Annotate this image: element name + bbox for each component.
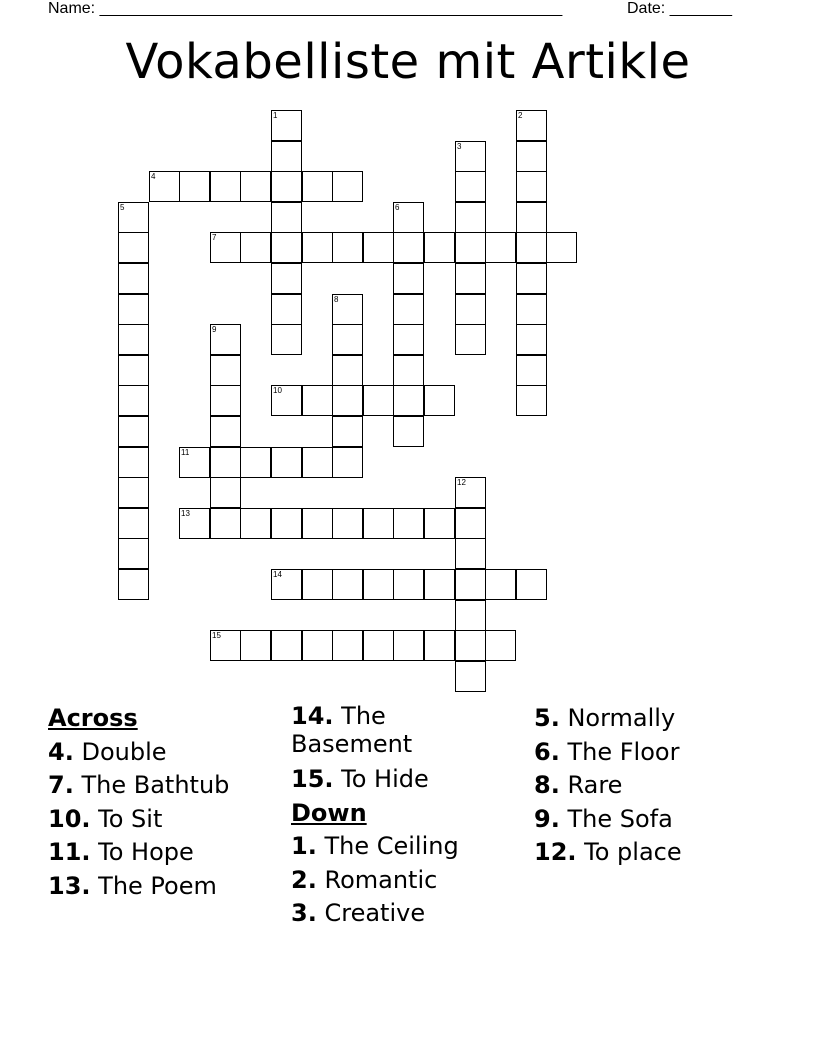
crossword-cell[interactable]	[393, 294, 424, 325]
clue-text: The Basement	[291, 702, 413, 758]
crossword-cell[interactable]	[302, 630, 333, 661]
clue-number: 2.	[291, 865, 317, 894]
crossword-cell[interactable]	[516, 294, 547, 325]
clue-down-6	[534, 736, 794, 770]
crossword-cell[interactable]	[118, 294, 149, 325]
crossword-cell[interactable]	[516, 110, 547, 141]
clue-text: The Floor	[567, 737, 680, 766]
crossword-cell[interactable]	[455, 477, 486, 508]
across-heading: Across	[48, 704, 138, 732]
crossword-cell[interactable]	[271, 110, 302, 141]
crossword-cell[interactable]	[393, 630, 424, 661]
cell-clue-number: 11	[181, 448, 190, 457]
clues-column-3	[534, 702, 794, 870]
crossword-cell[interactable]	[485, 569, 516, 600]
clue-across-15	[291, 763, 526, 797]
clue-number: 9.	[534, 804, 560, 833]
crossword-cell[interactable]	[332, 294, 363, 325]
clue-down-8	[534, 769, 794, 803]
clue-number: 5.	[534, 704, 560, 732]
crossword-cell[interactable]	[455, 294, 486, 325]
crossword-cell[interactable]	[455, 171, 486, 202]
clues-column-1	[48, 702, 283, 903]
crossword-cell[interactable]	[424, 569, 455, 600]
crossword-cell[interactable]	[455, 324, 486, 355]
crossword-cell[interactable]	[302, 508, 333, 539]
crossword-cell[interactable]	[332, 630, 363, 661]
crossword-cell[interactable]	[516, 324, 547, 355]
crossword-cell[interactable]	[240, 630, 271, 661]
crossword-cell[interactable]	[271, 202, 302, 233]
crossword-cell[interactable]	[271, 263, 302, 294]
clue-number: 14.	[291, 702, 334, 730]
crossword-cell[interactable]	[363, 508, 394, 539]
crossword-cell[interactable]	[393, 385, 424, 416]
crossword-cell[interactable]	[302, 232, 333, 263]
clue-number: 6.	[534, 737, 560, 766]
crossword-cell[interactable]	[271, 569, 302, 600]
crossword-cell[interactable]	[240, 232, 271, 263]
crossword-cell[interactable]	[210, 324, 241, 355]
crossword-cell[interactable]	[455, 569, 486, 600]
crossword-cell[interactable]	[179, 508, 210, 539]
crossword-cell[interactable]	[455, 600, 486, 631]
clue-down-2	[291, 864, 526, 898]
crossword-cell[interactable]	[332, 447, 363, 478]
clue-number: 12.	[534, 838, 577, 866]
crossword-cell[interactable]	[455, 232, 486, 263]
cell-clue-number: 4	[151, 172, 156, 181]
crossword-cell[interactable]	[118, 385, 149, 416]
crossword-cell[interactable]	[118, 569, 149, 600]
crossword-cell[interactable]	[118, 263, 149, 294]
cell-clue-number: 15	[212, 631, 221, 640]
crossword-cell[interactable]	[118, 202, 149, 233]
clue-down-3	[291, 897, 526, 931]
cell-clue-number: 12	[457, 478, 466, 487]
crossword-cell[interactable]	[240, 447, 271, 478]
cell-clue-number: 10	[273, 386, 282, 395]
clue-number: 13.	[48, 871, 91, 900]
crossword-cell[interactable]	[424, 232, 455, 263]
crossword-cell[interactable]	[118, 416, 149, 447]
crossword-cell[interactable]	[516, 232, 547, 263]
crossword-cell[interactable]	[210, 355, 241, 386]
crossword-cell[interactable]	[179, 171, 210, 202]
crossword-cell[interactable]	[271, 630, 302, 661]
cell-clue-number: 14	[273, 570, 282, 579]
cell-clue-number: 13	[181, 509, 190, 518]
crossword-cell[interactable]	[302, 569, 333, 600]
date-field-label: Date: _______	[627, 0, 732, 17]
crossword-cell[interactable]	[332, 508, 363, 539]
crossword-cell[interactable]	[363, 630, 394, 661]
clue-text: To place	[584, 838, 682, 866]
crossword-cell[interactable]	[332, 416, 363, 447]
crossword-cell[interactable]	[393, 416, 424, 447]
clue-text: Double	[81, 737, 167, 766]
crossword-cell[interactable]	[393, 263, 424, 294]
crossword-cell[interactable]	[240, 171, 271, 202]
crossword-cell[interactable]	[302, 447, 333, 478]
clue-text: Normally	[567, 704, 676, 732]
clue-number: 7.	[48, 771, 74, 799]
clues-column-2	[291, 702, 526, 931]
clue-number: 11.	[48, 838, 91, 866]
clue-across-11	[48, 836, 283, 870]
crossword-cell[interactable]	[118, 232, 149, 263]
crossword-cell[interactable]	[271, 232, 302, 263]
crossword-cell[interactable]	[118, 355, 149, 386]
crossword-cell[interactable]	[455, 263, 486, 294]
crossword-cell[interactable]	[424, 385, 455, 416]
crossword-cell[interactable]	[118, 477, 149, 508]
clue-down-5	[534, 702, 794, 736]
clue-across-4	[48, 736, 283, 770]
clue-across-13	[48, 870, 283, 904]
cell-clue-number: 3	[457, 142, 462, 151]
crossword-cell[interactable]	[363, 385, 394, 416]
page-title: Vokabelliste mit Artikle	[125, 34, 691, 90]
crossword-cell[interactable]	[118, 447, 149, 478]
cell-clue-number: 8	[334, 295, 339, 304]
cell-clue-number: 7	[212, 233, 217, 242]
crossword-cell[interactable]	[424, 630, 455, 661]
crossword-cell[interactable]	[149, 171, 180, 202]
crossword-cell[interactable]	[210, 630, 241, 661]
clue-across-7	[48, 769, 283, 803]
crossword-cell[interactable]	[332, 569, 363, 600]
clue-number: 3.	[291, 899, 317, 927]
crossword-cell[interactable]	[516, 355, 547, 386]
clue-down-12	[534, 836, 794, 870]
clue-text: Rare	[567, 771, 623, 799]
name-field-label: Name: ____________________________________________________	[48, 0, 563, 17]
crossword-cell[interactable]	[455, 661, 486, 692]
cell-clue-number: 5	[120, 203, 125, 212]
crossword-cell[interactable]	[118, 508, 149, 539]
crossword-cell[interactable]	[240, 508, 271, 539]
clue-number: 1.	[291, 832, 317, 860]
crossword-cell[interactable]	[455, 538, 486, 569]
down-heading: Down	[291, 798, 367, 827]
clue-across-10	[48, 803, 283, 837]
crossword-cell[interactable]	[179, 447, 210, 478]
cell-clue-number: 6	[395, 203, 400, 212]
crossword-cell[interactable]	[118, 324, 149, 355]
crossword-cell[interactable]	[332, 355, 363, 386]
cell-clue-number: 9	[212, 325, 217, 334]
crossword-cell[interactable]	[271, 447, 302, 478]
crossword-cell[interactable]	[393, 232, 424, 263]
clue-down-9	[534, 803, 794, 837]
crossword-cell[interactable]	[393, 355, 424, 386]
crossword-cell[interactable]	[302, 385, 333, 416]
crossword-cell[interactable]	[210, 447, 241, 478]
crossword-cell[interactable]	[455, 141, 486, 172]
crossword-cell[interactable]	[210, 416, 241, 447]
cell-clue-number: 2	[518, 111, 523, 120]
clue-text: The Ceiling	[324, 832, 459, 860]
clue-number: 10.	[48, 804, 91, 833]
clue-down-1	[291, 830, 526, 864]
crossword-cell[interactable]	[455, 630, 486, 661]
crossword-cell[interactable]	[424, 508, 455, 539]
clue-text: The Poem	[98, 871, 217, 900]
crossword-cell[interactable]	[271, 141, 302, 172]
clue-text: To Hide	[341, 765, 429, 793]
crossword-cell[interactable]	[271, 385, 302, 416]
crossword-cell[interactable]	[516, 385, 547, 416]
clue-text: To Hope	[98, 838, 194, 866]
crossword-cell[interactable]	[210, 171, 241, 202]
crossword-cell[interactable]	[393, 508, 424, 539]
crossword-cell[interactable]	[332, 324, 363, 355]
crossword-cell[interactable]	[455, 202, 486, 233]
crossword-cell[interactable]	[271, 294, 302, 325]
crossword-cell[interactable]	[393, 569, 424, 600]
crossword-cell[interactable]	[393, 202, 424, 233]
crossword-cell[interactable]	[546, 232, 577, 263]
crossword-cell[interactable]	[332, 232, 363, 263]
crossword-cell[interactable]	[271, 508, 302, 539]
clue-across-14	[291, 702, 431, 758]
clue-number: 8.	[534, 771, 560, 799]
crossword-cell[interactable]	[363, 232, 394, 263]
crossword-cell[interactable]	[455, 508, 486, 539]
crossword-cell[interactable]	[210, 508, 241, 539]
clue-number: 15.	[291, 765, 334, 793]
clue-text: The Sofa	[567, 804, 673, 833]
clue-text: Romantic	[324, 865, 438, 894]
crossword-cell[interactable]	[363, 569, 394, 600]
crossword-cell[interactable]	[485, 232, 516, 263]
crossword-cell[interactable]	[332, 171, 363, 202]
crossword-cell[interactable]	[271, 324, 302, 355]
clue-text: The Bathtub	[81, 771, 230, 799]
crossword-cell[interactable]	[516, 202, 547, 233]
crossword-cell[interactable]	[516, 141, 547, 172]
crossword-cell[interactable]	[516, 569, 547, 600]
crossword-cell[interactable]	[516, 171, 547, 202]
cell-clue-number: 1	[273, 111, 278, 120]
crossword-cell[interactable]	[118, 538, 149, 569]
crossword-cell[interactable]	[332, 385, 363, 416]
clue-number: 4.	[48, 737, 74, 766]
clue-text: Creative	[324, 899, 426, 927]
clue-text: To Sit	[98, 804, 163, 833]
crossword-cell[interactable]	[516, 263, 547, 294]
crossword-cell[interactable]	[210, 477, 241, 508]
crossword-cell[interactable]	[393, 324, 424, 355]
crossword-cell[interactable]	[485, 630, 516, 661]
crossword-cell[interactable]	[302, 171, 333, 202]
crossword-cell[interactable]	[271, 171, 302, 202]
crossword-cell[interactable]	[210, 385, 241, 416]
crossword-cell[interactable]	[210, 232, 241, 263]
